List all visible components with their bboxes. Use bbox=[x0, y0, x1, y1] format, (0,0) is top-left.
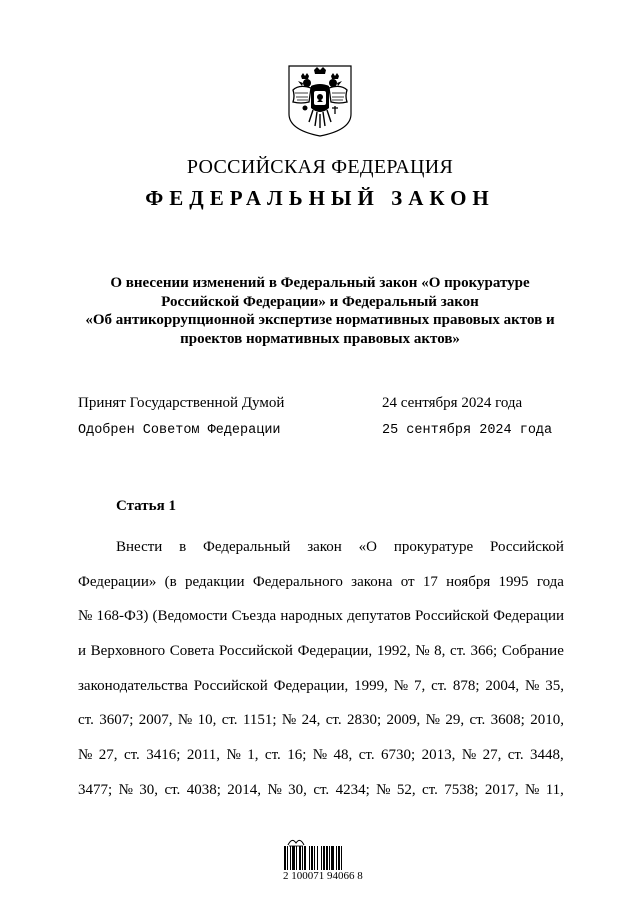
article-word: Российской bbox=[219, 643, 293, 660]
article-word: № bbox=[177, 712, 193, 729]
article-word: 1992, bbox=[376, 643, 411, 660]
article-word: ст. bbox=[78, 712, 94, 729]
barcode-bar bbox=[302, 846, 303, 870]
article-word: 3607; bbox=[99, 712, 134, 729]
article-word: 10, bbox=[197, 712, 217, 729]
article-word: № bbox=[376, 781, 391, 798]
article-word: Федерации, bbox=[273, 677, 349, 694]
article-word: 3448, bbox=[530, 747, 564, 764]
article-word: редакции bbox=[184, 573, 245, 590]
document-type: ФЕДЕРАЛЬНЫЙ ЗАКОН bbox=[145, 186, 495, 210]
article-word: № bbox=[312, 747, 328, 764]
law-title-line: «Об антикоррупционной экспертизе нормативных правовых актов и bbox=[85, 312, 555, 328]
article-word: 4038; bbox=[186, 781, 221, 798]
article-word: № bbox=[78, 608, 93, 625]
article-word: прокуратуре bbox=[393, 539, 474, 555]
article-word: 48, bbox=[333, 747, 353, 764]
article-word: в bbox=[179, 539, 187, 555]
article-word: Федеральный bbox=[203, 539, 291, 555]
article-word: «О bbox=[358, 539, 377, 555]
article-text-line bbox=[78, 773, 564, 808]
article-word: Российской bbox=[415, 608, 489, 625]
barcode-bar bbox=[329, 846, 330, 870]
article-word: Собрание bbox=[501, 643, 564, 660]
article-word: 24, bbox=[301, 712, 321, 729]
barcode-bar bbox=[292, 846, 295, 870]
article-word: 2017, bbox=[484, 781, 519, 798]
article-text-line bbox=[78, 669, 564, 704]
article-word: ст. bbox=[221, 712, 238, 729]
barcode-bar bbox=[338, 846, 340, 870]
article-word: 3416; bbox=[146, 747, 181, 764]
article-word: № bbox=[118, 781, 133, 798]
article-text-line bbox=[78, 703, 564, 738]
article-word: закона bbox=[351, 573, 393, 590]
article-word: 17 bbox=[422, 573, 438, 590]
barcode-bar bbox=[341, 846, 342, 870]
council-approval-label: Одобрен Советом Федерации bbox=[78, 423, 281, 438]
article-word: года bbox=[536, 573, 564, 590]
duma-adoption-label: Принят Государственной Думой bbox=[78, 395, 285, 411]
article-word: № bbox=[525, 677, 540, 694]
article-word: 1, bbox=[247, 747, 259, 764]
barcode-bar bbox=[331, 846, 334, 870]
country-name: РОССИЙСКАЯ ФЕДЕРАЦИЯ bbox=[186, 156, 454, 178]
article-word: (в bbox=[164, 573, 177, 590]
barcode-bar bbox=[284, 846, 286, 870]
article-word: ст. bbox=[325, 712, 342, 729]
article-heading: Статья 1 bbox=[116, 498, 176, 514]
article-word: Съезда bbox=[231, 608, 277, 625]
coat-of-arms-icon bbox=[287, 64, 353, 138]
article-word: Федерального bbox=[252, 573, 343, 590]
article-word: Федерации, bbox=[297, 643, 373, 660]
article-word: 366; bbox=[470, 643, 498, 660]
article-word: ст. bbox=[358, 747, 375, 764]
article-text-line bbox=[78, 530, 564, 565]
article-word: Российской bbox=[193, 677, 268, 694]
article-word: 2009, bbox=[386, 712, 421, 729]
article-word: 1151; bbox=[242, 712, 277, 729]
article-word: № bbox=[525, 781, 540, 798]
article-word: Совета bbox=[169, 643, 215, 660]
article-word: ст. bbox=[264, 747, 281, 764]
article-text-line bbox=[78, 634, 564, 669]
barcode-bar bbox=[314, 846, 315, 870]
article-word: 1999, bbox=[354, 677, 388, 694]
article-word: (Ведомости bbox=[152, 608, 228, 625]
article-word: 11, bbox=[545, 781, 564, 798]
barcode-bar bbox=[299, 846, 301, 870]
article-word: № bbox=[226, 747, 241, 764]
article-word: 4234; bbox=[335, 781, 370, 798]
article-word: 2004, bbox=[485, 677, 520, 694]
article-word: ст. bbox=[422, 781, 438, 798]
article-text-line bbox=[78, 738, 564, 773]
article-word: 6730; bbox=[381, 747, 416, 764]
article-word: закон bbox=[307, 539, 342, 555]
article-word: 878; bbox=[452, 677, 480, 694]
article-word: 52, bbox=[396, 781, 416, 798]
article-word: 2010, bbox=[530, 712, 564, 729]
article-word: ст. bbox=[507, 747, 524, 764]
article-word: № bbox=[267, 781, 282, 798]
article-word: Российской bbox=[490, 539, 564, 555]
article-word: 7538; bbox=[444, 781, 479, 798]
article-word: № bbox=[425, 712, 440, 729]
law-title-line: Российской Федерации» и Федеральный закон bbox=[161, 293, 479, 310]
law-title bbox=[60, 274, 580, 348]
article-word: 29, bbox=[445, 712, 465, 729]
article-word: ст. bbox=[164, 781, 181, 798]
article-word: 27, bbox=[98, 747, 118, 764]
article-word: ноября bbox=[446, 573, 491, 590]
barcode-bar bbox=[287, 846, 288, 870]
article-word: 3477; bbox=[78, 781, 113, 798]
barcode-bar bbox=[336, 846, 337, 870]
council-approval-date: 25 сентября 2024 года bbox=[382, 423, 553, 438]
article-word: 2011, bbox=[186, 747, 221, 764]
article-word: от bbox=[400, 573, 415, 590]
barcode-number: 2 100071 94066 8 bbox=[283, 870, 363, 882]
article-word: 2007, bbox=[138, 712, 173, 729]
article-word: 35, bbox=[545, 677, 564, 694]
article-word: ст. bbox=[123, 747, 140, 764]
article-word: 168-ФЗ) bbox=[96, 608, 149, 625]
article-word: ст. bbox=[450, 643, 466, 660]
duma-adoption-date: 24 сентября 2024 года bbox=[382, 395, 523, 411]
barcode-bar bbox=[296, 846, 297, 870]
article-word: ст. bbox=[431, 677, 447, 694]
article-word: народных bbox=[280, 608, 343, 625]
article-word: 27, bbox=[482, 747, 502, 764]
barcode-bar bbox=[323, 846, 325, 870]
footer-mark-icon bbox=[286, 834, 306, 846]
barcode-bar bbox=[290, 846, 291, 870]
article-word: № bbox=[281, 712, 297, 729]
article-word: 8, bbox=[434, 643, 446, 660]
article-word: и bbox=[78, 643, 87, 660]
law-title-line: О внесении изменений в Федеральный закон «О прокуратуре bbox=[110, 275, 530, 291]
article-word: 2013, bbox=[421, 747, 456, 764]
article-word: № bbox=[415, 643, 430, 660]
article-text-line bbox=[78, 565, 564, 600]
barcode-icon bbox=[284, 846, 360, 872]
article-word: законодательства bbox=[78, 677, 188, 694]
article-word: 30, bbox=[288, 781, 307, 798]
barcode-bar bbox=[309, 846, 310, 870]
article-word: 2014, bbox=[227, 781, 262, 798]
article-word: № bbox=[461, 747, 477, 764]
barcode-bar bbox=[321, 846, 322, 870]
article-text-line bbox=[78, 599, 564, 634]
article-word: ст. bbox=[313, 781, 330, 798]
article-word: ст. bbox=[469, 712, 486, 729]
article-word: Внести bbox=[116, 539, 163, 555]
article-word: № bbox=[393, 677, 409, 694]
article-word: 3608; bbox=[490, 712, 525, 729]
article-word: 2830; bbox=[346, 712, 382, 729]
barcode-bar bbox=[304, 846, 306, 870]
article-word: 1995 bbox=[498, 573, 529, 590]
law-title-line: проектов нормативных правовых актов» bbox=[180, 330, 460, 347]
article-word: Верховного bbox=[90, 643, 166, 660]
article-word: 7, bbox=[413, 677, 426, 694]
article-word: Федерации bbox=[493, 608, 564, 625]
barcode-bar bbox=[317, 846, 318, 870]
article-word: Федерации» bbox=[78, 573, 157, 590]
barcode-bar bbox=[311, 846, 313, 870]
article-word: депутатов bbox=[347, 608, 411, 625]
article-body bbox=[78, 530, 564, 808]
article-word: 30, bbox=[139, 781, 159, 798]
article-word: № bbox=[78, 747, 93, 764]
article-word: 16; bbox=[287, 747, 307, 764]
barcode-bar bbox=[326, 846, 328, 870]
